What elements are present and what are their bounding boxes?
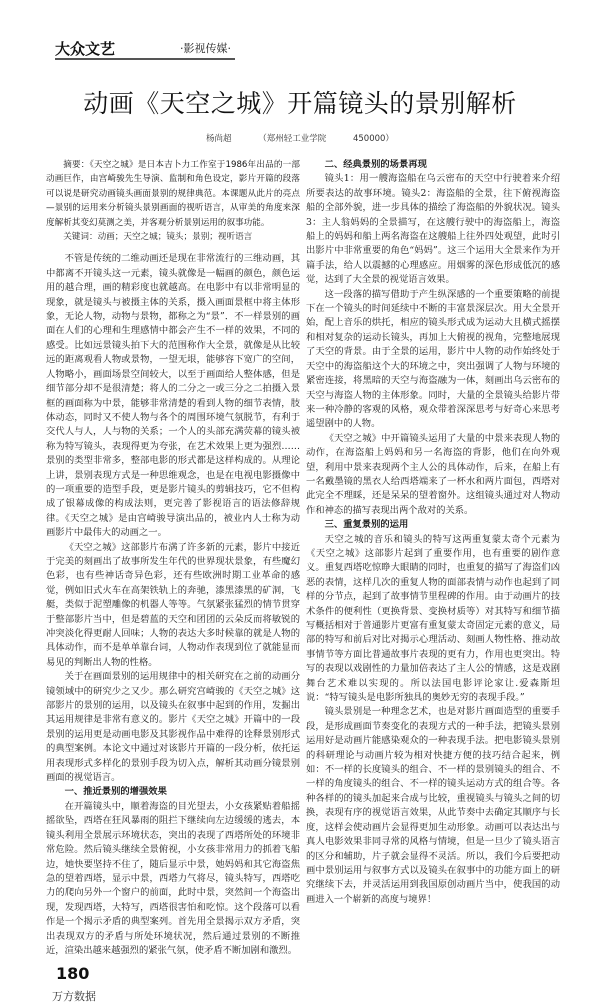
author-line xyxy=(0,132,600,144)
body-paragraph: 《天空之城》这部影片布满了许多新的元素，影片中接近于完美的刻画出了故事所发生年代的世界现状景象，有些魔幻色彩，也有些神话奇异色彩，还有些欧洲时期工业革命的感觉，例如旧式火车在高架铁轨上的奔驰，漆黑漆黑的矿洞，飞艇，类似于泥塑雕像的机器人等等。气氛紧张猛烈的情节贯穿于整部影片当中，但是碧蓝的天空和团团的云朵反而将敏锐的冲突淡化得更耐人回味；人物的表达大多时候靠的就是人物的具体动作，而不是单单靠台词，人物动作表现到位了就能显而易见的判断出人物的性格。 xyxy=(46,541,300,668)
body-paragraph: 不管是传统的二维动画还是现在非常流行的三维动画，其中都离不开镜头这一元素，镜头就像是一幅画的颜色，颜色运用的越合理，画的精彩度也就越高。在电影中有以非常明显的现象，就是镜头与被摄主体的关系，摄入画面景框中将主体形象，无论人物，动物与景物，都称之为“景”．不一样景别的画面在人们的心理和生理感情中都会产生不一样的效果，不同的感受。比如远景镜头拍下大的范围称作大全景，就像是从比较远的距离观看人物或景物，一望无垠，能够容下宽广的空间，人物略小，画面场景空间较大，以至于画面给人整体感，但是细节部分却不是很清楚；将人的二分之一或三分之二拍摄入景框的画面称为中景，能够非常清楚的看到人物的细节表情，肢体动态，同时又不使人物与各个的周围环境气氛脱节，有利于交代人与人，人与物的关系；一个人的头部充满荧幕的镜头被称为特写镜头，表现得更为夸张，在艺术效果上更为强烈……景别的类型非常多，整部电影的形式都是这样构成的。从理论上讲，景别表现方式是一种思维观念，也是在电视电影摄像中的一项重要的造型手段，更是影片镜头的剪辑技巧，它不但构成了银幕成像的构成法则，更完善了影视语言的语法修辞规律。《天空之城》是由宫崎骏导演出品的，被业内人士称为动画影片中最伟大的动画之一。 xyxy=(46,253,300,539)
body-paragraph: 天空之城的音乐和镜头的特写这两重复蒙太奇个元素为《天空之城》这部影片起到了重要作用，也有重要的剧作意义。重复西塔吃惊睁大眼睛的同时，也重复的描写了海盗们凶恶的表情，这样几次的重复人物的面部表情与动作也起到了同样的分节点，起到了故事情节里程碑的作用。由于动画片的技术条件的便利性（更换背景、变换材质等）对其特写和细节描写概括相对于普通影片更富有重复蒙太奇固定元素的意义，局部的特写和前后对比对揭示心理活动、刻画人物性格、推动故事情节等方面比普通故事片表现的更有力，作用也更突出。特写的表现以戏剧性的力量加倍表达了主人公的情感，这是戏剧舞台艺术难以实现的。所以法国电影评论家让.爱森斯坦说：“特写镜头是电影所独具的奥妙无穷的表现手段。” xyxy=(306,533,560,704)
body-paragraph: 这一段落的描写借助于产生纵深感的一个重要策略的前提下在一个镜头的时间延续中不断的丰富景深层次。用大全景开始，配上音乐的烘托，相应的镜头形式成为运动大且横式摇摆和相对复杂的运动长镜头，再加上大俯视的视角，完整地展现了天空的背景。由于全景的运用，影片中人物的动作始终处于天空中的海盗船这个大的环境之中，突出强调了人物与环境的紧密连接，将黑暗的天空与海盗融为一体，刻画出乌云密布的天空与海盗人物的主体形象。同时，大量的全景镜头给影片带来一种冷静的客观的风格，观众带着深深思考与好奇心来思考遥望剧中的人物。 xyxy=(306,288,560,430)
page-number: 180 xyxy=(56,964,90,983)
body-paragraph: 镜头景别是一种理念艺术，也是对影片画面造型的重要手段，是形成画面节奏变化的表现方式的一种手法，把镜头景别运用好是动画片能感染观众的一种表现手法。把电影镜头景别的科研理论与动画片较为相对快捷方便的技巧结合起来，例如：不一样的长度镜头的组合、不一样的景别镜头的组合、不一样的角度镜头的组合、不一样的镜头运动方式的组合等。各种各样的的镜头加起来合成与比较，重视镜头与镜头之间的切换，表现有序的视觉语言效果，从此节奏中去确定其顺序与长度，这样会使动画片会显得更加生动形象。动画可以表达出与真人电影效果非同寻常的风格与情境，但是一旦少了镜头语言的区分和辅助，片子就会显得不灵活。所以，我们今后要把动画中景别运用与叙事方式以及镜头在叙事中的功能方面上的研究继续下去，并灵活运用到我国原创动画片当中，使我国的动画进入一个崭新的高度与境界！ xyxy=(306,706,560,905)
keywords: 关键词：动画；天空之城；镜头；景别；视听语言 xyxy=(63,232,253,243)
body-paragraph: 关于在画面景别的运用规律中的相关研究在之前的动画分镜领域中的研究少之又少。那么研究宫崎骏的《天空之城》这部影片的景别的运用，以及镜头在叙事中起到的作用，发掘出其运用规律是非常有意义的。影片《天空之城》开篇中的一段景别的运用更是动画电影及其影视作品中难得的诠释景别形式的典型案例。本论文中通过对该影片开篇的一段分析，依托运用表现形式多样化的景别手段为切入点，解析其动画分镜景别画面的视觉语言。 xyxy=(46,671,300,784)
article-title: 动画《天空之城》开篇镜头的景别解析 xyxy=(83,89,517,118)
journal-name: 大众文艺 xyxy=(55,40,116,58)
body-paragraph: 镜头1：用一艘海盗船在乌云密布的天空中行驶着来介绍所要表达的故事环境。镜头2：海盗船的全景，往下俯视海盗船的全部外貌，进一步具体的描绘了海盗船的外貌状况。镜头3：主人翁妈妈的全景描写，在这艘行驶中的海盗船上，海盗船上的妈妈和船上两名海盗在这艘船上往外四处观望，此时引出影片中非常重要的角色“妈妈”。这三个运用大全景来作为开篇手法，给人以震撼的心理感应。用烟雾的深色形成低沉的感觉，达到了大全景的视觉语言效果。 xyxy=(306,173,560,286)
author-affiliation: （郑州轻工业学院 xyxy=(258,134,327,144)
author-name: 杨尚超 xyxy=(206,134,232,144)
abstract: 摘要：《天空之城》是日本吉卜力工作室于1986年出品的一部动画巨作，由宫崎骏先生导演、监制和角色设定，影片开篇的段落可以说是研究动画镜头画面景别的规律典范。本课题从此片的亮点—景别的运用来分析镜头景别画面的视听语言，从审美的角度来深度解析其变幻莫测之美，并客观分析景别运用的叙事功能。 xyxy=(46,160,300,228)
section-heading: 二、经典景别的场景再现 xyxy=(324,159,427,170)
watermark: 万方数据 xyxy=(52,990,96,1003)
section-heading: 一、推近景别的增强效果 xyxy=(64,786,167,798)
right-column xyxy=(306,158,560,907)
author-postcode: 450000） xyxy=(352,134,394,144)
body-paragraph: 《天空之城》中开篇镜头运用了大量的中景来表现人物的动作，在海盗船上妈妈和另一名海盗的背影，他们在向外观望，利用中景来表现两个主人公的具体动作，后来，在船上有一名戴墨镜的黑衣人给西塔端来了一杯水和两片面包，西塔对此完全不理睬，还是呆呆的望着窗外。这组镜头通过对人物动作和神态的描写表现出两个敌对的关系。 xyxy=(306,432,560,516)
section-name: ·影视传媒· xyxy=(180,42,231,55)
left-column xyxy=(46,158,300,958)
running-header xyxy=(55,36,235,60)
section-heading: 三、重复景别的运用 xyxy=(324,519,409,531)
body-paragraph: 在开篇镜头中，顺着海盗的目光望去，小女孩紧贴着船摇摇欲坠，西塔在狂风暴雨的阻拦下继续向左边缓缓的逃去，本镜头利用全景展示环境状态，突出的表现了西塔所处的环境非常危险。然后镜头继续全景俯视，小女孩非常用力的抓着飞船边，她快要坚持不住了，随后显示中景，她妈妈和其它海盗焦急的望着西塔，显示中景，西塔力气将尽，镜头特写，西塔吃力的爬向另外一个窗户的前面，此时中景，突然间一个海盗出现，发现西塔，大特写，西塔很害怕和吃惊。这个段落可以看作是一个揭示矛盾的典型案列。首先用全景揭示双方矛盾，突出表现双方的矛盾与所处环境状况，然后通过景别的不断推近，渲染出越来越强烈的紧张气氛，使矛盾不断加剧和激烈。 xyxy=(46,800,300,956)
